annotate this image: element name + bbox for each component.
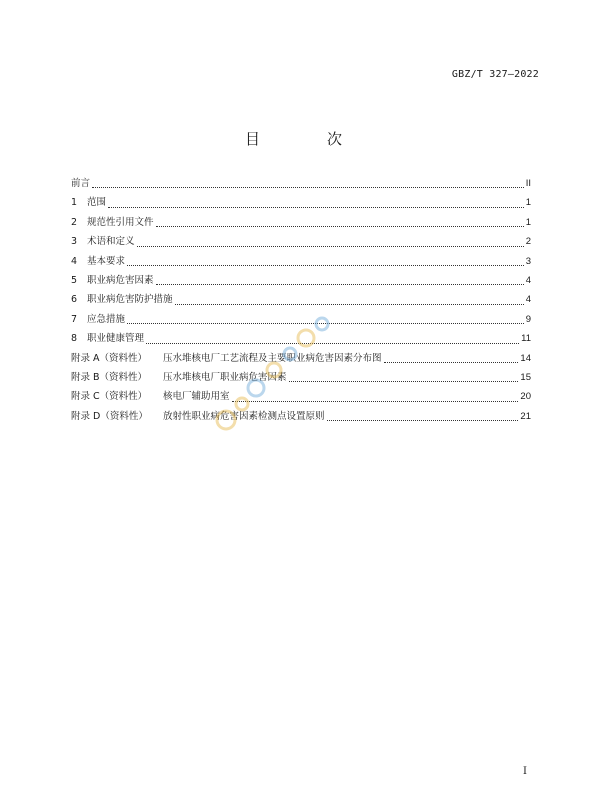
toc-entry-number: 3 [71,236,78,248]
toc-entry-number: 附录 D（资料性） [71,410,148,422]
page-number: I [523,766,527,777]
dot-leader [127,323,524,324]
toc-entry-page: 9 [525,313,531,325]
toc-entry-label: 职业病危害防护措施 [87,294,173,306]
toc-entry-label: 范围 [87,197,107,209]
standard-code: GBZ/T 327—2022 [451,69,539,80]
toc-entry-page: 4 [525,274,531,286]
dot-leader [146,343,519,344]
dot-leader [137,246,524,247]
toc-entry-page: 1 [525,197,531,209]
toc-entry-page: 1 [525,216,531,228]
toc-entry[interactable] [71,369,531,388]
dot-leader [289,381,519,382]
dot-leader [232,401,519,402]
toc-entry-page: 3 [525,255,531,267]
table-of-contents [71,175,531,427]
toc-entry-number: 6 [71,294,78,306]
toc-entry-label: 基本要求 [87,255,126,267]
toc-entry[interactable] [71,233,531,252]
toc-entry-label: 职业健康管理 [87,333,145,345]
toc-entry-label: 放射性职业病危害因素检测点设置原则 [163,410,325,422]
toc-entry-page: 21 [520,410,531,422]
dot-leader [384,362,519,363]
toc-entry[interactable] [71,408,531,427]
dot-leader [175,304,524,305]
toc-entry-label: 规范性引用文件 [87,216,154,228]
toc-entry[interactable] [71,272,531,291]
toc-entry[interactable] [71,194,531,213]
toc-entry-page: 11 [521,333,531,345]
toc-entry-number: 4 [71,255,78,267]
dot-leader [156,226,524,227]
toc-entry-label: 前言 [71,178,91,189]
toc-entry[interactable] [71,214,531,233]
toc-entry-number: 附录 C（资料性） [71,391,148,403]
toc-entry-label: 术语和定义 [87,236,135,248]
toc-entry-page: II [525,178,531,189]
toc-entry-page: 2 [525,236,531,248]
toc-entry[interactable] [71,330,531,349]
toc-entry-number: 7 [71,313,78,325]
toc-entry[interactable] [71,350,531,369]
toc-entry[interactable] [71,388,531,407]
toc-entry-number: 8 [71,333,78,345]
toc-entry-number: 1 [71,197,78,209]
toc-entry-label: 应急措施 [87,313,126,325]
toc-entry[interactable] [71,311,531,330]
toc-entry-page: 4 [525,294,531,306]
dot-leader [327,420,519,421]
toc-entry-number: 附录 A（资料性） [71,352,148,364]
toc-entry-number: 5 [71,274,78,286]
toc-entry[interactable] [71,253,531,272]
toc-entry-page: 15 [520,371,531,383]
toc-entry-page: 14 [520,352,531,364]
toc-entry-label: 职业病危害因素 [87,274,154,286]
page-title: 目 次 [244,130,368,148]
toc-entry[interactable] [71,175,531,194]
toc-entry-number: 2 [71,216,78,228]
toc-entry-label: 压水堆核电厂工艺流程及主要职业病危害因素分布图 [163,352,382,364]
toc-entry-label: 压水堆核电厂职业病危害因素 [163,371,287,383]
toc-entry-number: 附录 B（资料性） [71,371,148,383]
toc-entry-label: 核电厂辅助用室 [163,391,230,403]
dot-leader [92,187,524,188]
toc-entry-page: 20 [520,391,531,403]
dot-leader [108,207,524,208]
toc-entry[interactable] [71,291,531,310]
dot-leader [156,284,524,285]
dot-leader [127,265,524,266]
